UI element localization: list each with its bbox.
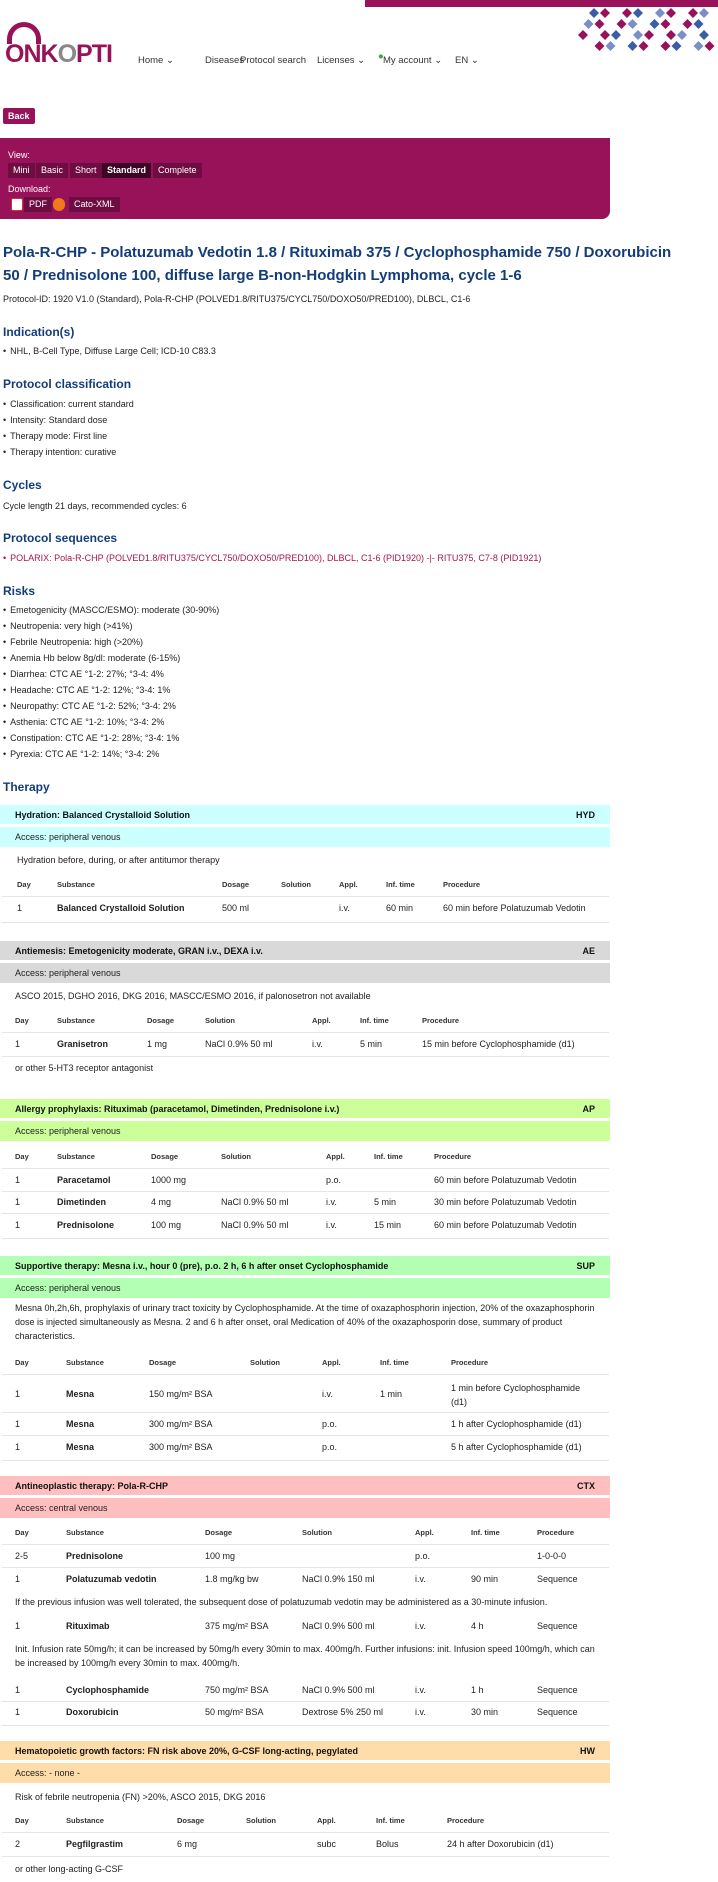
antineoplastic-block-header xyxy=(0,1476,610,1495)
sequence-link[interactable]: • POLARIX: Pola-R-CHP (POLVED1.8/RITU375/CYCL750/DOXO50/PRED100), DLBCL, C1-6 (PID1920) -|- RITU375, C7-8 (PID1921) xyxy=(3,553,541,563)
cell-dosage: 150 mg/m² BSA xyxy=(149,1389,213,1399)
risk-item: • Emetogenicity (MASCC/ESMO): moderate (30-90%) xyxy=(3,605,219,615)
col-dosage: Dosage xyxy=(205,1528,233,1537)
col-appl: Appl. xyxy=(339,880,358,889)
block-code: AP xyxy=(582,1104,595,1114)
pattern-diamond xyxy=(628,19,638,29)
cell-substance: Prednisolone xyxy=(66,1551,124,1561)
allergy-access: Access: peripheral venous xyxy=(0,1121,610,1141)
cell-procedure: Sequence xyxy=(537,1707,578,1717)
cell-dosage: 300 mg/m² BSA xyxy=(149,1442,213,1452)
pattern-diamond xyxy=(661,19,671,29)
cell-dosage: 500 ml xyxy=(222,903,250,913)
block-title: Hematopoietic growth factors: FN risk above 20%, G-CSF long-acting, pegylated xyxy=(15,1746,359,1756)
pattern-diamond xyxy=(589,8,599,18)
col-inf: Inf. time xyxy=(386,880,415,889)
cell-substance: Dimetinden xyxy=(57,1197,107,1207)
cell-procedure: 60 min before Polatuzumab Vedotin xyxy=(434,1220,577,1230)
cell-inf: 5 min xyxy=(360,1039,383,1049)
cell-dosage: 100 mg xyxy=(205,1551,236,1561)
cell-inf: 30 min xyxy=(471,1707,499,1717)
cycles-text: Cycle length 21 days, recommended cycles: 6 xyxy=(3,501,187,511)
cell-day: 1 xyxy=(15,1039,21,1049)
cell-dosage: 6 mg xyxy=(177,1839,198,1849)
divider xyxy=(2,1191,609,1192)
divider xyxy=(2,1856,609,1857)
nav-diseases[interactable]: Diseases xyxy=(205,55,245,66)
cell-solution: NaCl 0.9% 150 ml xyxy=(302,1574,375,1584)
cell-solution: NaCl 0.9% 500 ml xyxy=(302,1685,375,1695)
divider xyxy=(2,1032,609,1033)
cell-day: 1 xyxy=(15,1574,21,1584)
cell-appl: subc xyxy=(317,1839,337,1849)
cell-substance: Granisetron xyxy=(57,1039,109,1049)
divider xyxy=(2,1213,609,1214)
hydration-block-header xyxy=(0,805,610,824)
cell-procedure: Sequence xyxy=(537,1685,578,1695)
cell-day: 1 xyxy=(15,1419,21,1429)
cell-solution: Dextrose 5% 250 ml xyxy=(302,1707,384,1717)
col-day: Day xyxy=(15,1816,29,1825)
cell-solution: NaCl 0.9% 50 ml xyxy=(221,1220,289,1230)
block-title: Allergy prophylaxis: Rituximab (paracetamol, Dimetinden, Prednisolone i.v.) xyxy=(15,1104,340,1114)
col-dosage: Dosage xyxy=(222,880,250,889)
col-substance: Substance xyxy=(57,1152,95,1161)
block-code: CTX xyxy=(577,1481,595,1491)
cell-dosage: 1000 mg xyxy=(151,1175,187,1185)
block-title: Hydration: Balanced Crystalloid Solution xyxy=(15,810,191,820)
pattern-diamond xyxy=(606,41,616,51)
block-code: AE xyxy=(582,946,595,956)
col-inf: Inf. time xyxy=(471,1528,500,1537)
cell-appl: p.o. xyxy=(326,1175,342,1185)
cell-procedure: 30 min before Polatuzumab Vedotin xyxy=(434,1197,577,1207)
risks-heading: Risks xyxy=(3,584,36,598)
cell-day: 1 xyxy=(15,1685,21,1695)
pattern-diamond xyxy=(611,30,621,40)
download-pdf-button[interactable]: PDF xyxy=(24,197,52,212)
divider xyxy=(2,1412,609,1413)
col-inf: Inf. time xyxy=(376,1816,405,1825)
cell-procedure: Sequence xyxy=(537,1621,578,1631)
cell-dosage: 100 mg xyxy=(151,1220,182,1230)
cell-substance: Pegfilgrastim xyxy=(66,1839,124,1849)
cell-appl: i.v. xyxy=(415,1574,426,1584)
cell-appl: i.v. xyxy=(339,903,350,913)
col-solution: Solution xyxy=(250,1358,280,1367)
cell-appl: i.v. xyxy=(415,1621,426,1631)
nav-home[interactable]: Home ⌄ xyxy=(138,55,174,66)
download-xml-button[interactable]: Cato-XML xyxy=(69,197,120,212)
pattern-diamond xyxy=(617,19,627,29)
indication-item: • NHL, B-Cell Type, Diffuse Large Cell; ICD-10 C83.3 xyxy=(3,346,216,356)
pattern-diamond xyxy=(600,30,610,40)
classification-item: • Classification: current standard xyxy=(3,399,134,409)
col-substance: Substance xyxy=(66,1816,104,1825)
col-appl: Appl. xyxy=(322,1358,341,1367)
cell-day: 1 xyxy=(15,1707,21,1717)
block-code: HW xyxy=(580,1746,595,1756)
logo-wordmark: ONKOPTI xyxy=(5,40,112,68)
nav-protocol-search[interactable]: Protocol search xyxy=(240,55,307,66)
cell-substance: Cyclophosphamide xyxy=(66,1685,150,1695)
col-dosage: Dosage xyxy=(177,1816,205,1825)
col-solution: Solution xyxy=(281,880,311,889)
hydration-note: Hydration before, during, or after antitumor therapy xyxy=(17,855,220,865)
pattern-diamond xyxy=(650,19,660,29)
classification-heading: Protocol classification xyxy=(3,377,132,391)
col-inf: Inf. time xyxy=(380,1358,409,1367)
pattern-diamond xyxy=(661,41,671,51)
cell-appl: i.v. xyxy=(312,1039,323,1049)
col-day: Day xyxy=(17,880,31,889)
cell-substance: Doxorubicin xyxy=(66,1707,119,1717)
col-appl: Appl. xyxy=(317,1816,336,1825)
pattern-diamond xyxy=(694,19,704,29)
divider xyxy=(2,1701,609,1702)
divider xyxy=(2,1832,609,1833)
col-procedure: Procedure xyxy=(434,1152,472,1161)
allergy-block-header xyxy=(0,1099,610,1118)
cell-inf: 60 min xyxy=(386,903,414,913)
cell-day: 2 xyxy=(15,1839,21,1849)
supportive-block-header xyxy=(0,1256,610,1275)
risk-item: • Anemia Hb below 8g/dl: moderate (6-15%) xyxy=(3,653,180,663)
cell-procedure: 24 h after Doxorubicin (d1) xyxy=(447,1839,554,1849)
pattern-diamond xyxy=(694,41,704,51)
protocol-id: Protocol-ID: 1920 V1.0 (Standard), Pola-R-CHP (POLVED1.8/RITU375/CYCL750/DOXO50/PRED100), DLBCL, C1-6 xyxy=(3,294,471,304)
view-short-button[interactable]: Short xyxy=(70,163,102,178)
supportive-access: Access: peripheral venous xyxy=(0,1278,610,1298)
risk-item: • Febrile Neutropenia: high (>20%) xyxy=(3,637,143,647)
cell-inf: Bolus xyxy=(376,1839,399,1849)
risk-item: • Neutropenia: very high (>41%) xyxy=(3,621,132,631)
cell-procedure: 1 min before Cyclophosphamide (d1) xyxy=(451,1383,581,1407)
divider xyxy=(2,1725,609,1726)
divider xyxy=(2,1168,609,1169)
cell-procedure: 60 min before Polatuzumab Vedotin xyxy=(443,903,586,913)
cell-procedure: 15 min before Cyclophosphamide (d1) xyxy=(422,1039,575,1049)
cell-dosage: 4 mg xyxy=(151,1197,172,1207)
divider xyxy=(2,896,609,897)
block-code: HYD xyxy=(575,810,595,820)
col-procedure: Procedure xyxy=(537,1528,575,1537)
growth-factor-access: Access: - none - xyxy=(0,1763,610,1783)
col-procedure: Procedure xyxy=(451,1358,489,1367)
cell-day: 1 xyxy=(15,1197,21,1207)
col-dosage: Dosage xyxy=(151,1152,179,1161)
cell-day: 1 xyxy=(15,1621,21,1631)
col-appl: Appl. xyxy=(415,1528,434,1537)
divider xyxy=(2,922,609,923)
col-substance: Substance xyxy=(57,1016,95,1025)
risk-item: • Asthenia: CTC AE °1-2: 10%; °3-4: 2% xyxy=(3,717,164,727)
antiemesis-block-header xyxy=(0,941,610,960)
cell-dosage: 1.8 mg/kg bw xyxy=(205,1574,259,1584)
growth-factor-note: Risk of febrile neutropenia (FN) >20%, ASCO 2015, DKG 2016 xyxy=(15,1792,266,1802)
protocol-title-line1: Pola-R-CHP - Polatuzumab Vedotin 1.8 / Rituximab 375 / Cyclophosphamide 750 / Doxorubicin xyxy=(3,244,672,261)
cell-procedure: 1 h after Cyclophosphamide (d1) xyxy=(451,1419,582,1429)
block-title: Antiemesis: Emetogenicity moderate, GRAN i.v., DEXA i.v. xyxy=(15,946,263,956)
risk-item: • Neuropathy: CTC AE °1-2: 52%; °3-4: 2% xyxy=(3,701,176,711)
cell-dosage: 375 mg/m² BSA xyxy=(205,1621,269,1631)
cell-dosage: 300 mg/m² BSA xyxy=(149,1419,213,1429)
block-title: Supportive therapy: Mesna i.v., hour 0 (pre), p.o. 2 h, 6 h after onset Cyclophosphamide xyxy=(15,1261,389,1271)
col-procedure: Procedure xyxy=(422,1016,460,1025)
xml-icon xyxy=(53,198,65,211)
divider xyxy=(2,1056,609,1057)
cell-dosage: 50 mg/m² BSA xyxy=(205,1707,264,1717)
col-substance: Substance xyxy=(57,880,95,889)
cell-solution: NaCl 0.9% 50 ml xyxy=(205,1039,273,1049)
cell-appl: i.v. xyxy=(326,1220,337,1230)
col-solution: Solution xyxy=(246,1816,276,1825)
cell-day: 1 xyxy=(15,1389,21,1399)
cell-substance: Mesna xyxy=(66,1442,95,1452)
pattern-diamond xyxy=(699,30,709,40)
account-status-dot: ● xyxy=(378,51,384,62)
cycles-heading: Cycles xyxy=(3,478,42,492)
protocol-title-line2: 50 / Prednisolone 100, diffuse large B-non-Hodgkin Lymphoma, cycle 1-6 xyxy=(3,267,522,284)
pattern-diamond xyxy=(633,30,643,40)
cell-appl: i.v. xyxy=(326,1197,337,1207)
view-basic-button[interactable]: Basic xyxy=(36,163,68,178)
divider xyxy=(2,1544,609,1545)
divider xyxy=(2,1238,609,1239)
divider xyxy=(2,1435,609,1436)
cell-procedure: Sequence xyxy=(537,1574,578,1584)
classification-item: • Therapy mode: First line xyxy=(3,431,107,441)
col-dosage: Dosage xyxy=(147,1016,175,1025)
pattern-diamond xyxy=(666,8,676,18)
cell-procedure: 1-0-0-0 xyxy=(537,1551,567,1561)
cell-substance: Mesna xyxy=(66,1419,95,1429)
col-appl: Appl. xyxy=(326,1152,345,1161)
cell-appl: i.v. xyxy=(415,1685,426,1695)
onkopti-logo[interactable] xyxy=(5,22,115,66)
cell-substance: Prednisolone xyxy=(57,1220,115,1230)
col-substance: Substance xyxy=(66,1528,104,1537)
therapy-heading: Therapy xyxy=(3,780,50,794)
col-day: Day xyxy=(15,1152,29,1161)
cell-inf: 15 min xyxy=(374,1220,402,1230)
view-complete-button[interactable]: Complete xyxy=(153,163,202,178)
top-accent-bar xyxy=(365,0,718,7)
growth-factor-block-header xyxy=(0,1741,610,1760)
nav-my-account[interactable]: My account ⌄ xyxy=(383,55,443,66)
view-mini-button[interactable]: Mini xyxy=(8,163,35,178)
cell-inf: 5 min xyxy=(374,1197,397,1207)
cell-substance: Polatuzumab vedotin xyxy=(66,1574,157,1584)
pattern-diamond xyxy=(699,8,709,18)
col-appl: Appl. xyxy=(312,1016,331,1025)
rituximab-note: Init. Infusion rate 50mg/h; it can be increased by 50mg/h every 30min to max. 400mg/h. Further infusions: init. Infusion speed 100mg/h, which can be increased by 100mg/h every 30min to max. 400mg/h. xyxy=(15,1644,595,1668)
pdf-icon xyxy=(11,198,23,211)
antiemesis-note: ASCO 2015, DGHO 2016, DKG 2016, MASCC/ESMO 2016, if palonosetron not available xyxy=(15,991,371,1001)
divider xyxy=(2,1374,609,1375)
pattern-diamond xyxy=(644,30,654,40)
antineoplastic-access: Access: central venous xyxy=(0,1498,610,1518)
pattern-diamond xyxy=(677,30,687,40)
antiemesis-footnote: or other 5-HT3 receptor antagonist xyxy=(15,1063,154,1073)
pattern-diamond xyxy=(584,19,594,29)
cell-day: 1 xyxy=(15,1220,21,1230)
classification-item: • Intensity: Standard dose xyxy=(3,415,107,425)
risk-item: • Headache: CTC AE °1-2: 12%; °3-4: 1% xyxy=(3,685,170,695)
back-button[interactable]: Back xyxy=(3,108,35,124)
pattern-diamond xyxy=(600,8,610,18)
cell-appl: p.o. xyxy=(322,1419,338,1429)
pattern-diamond xyxy=(595,19,605,29)
col-substance: Substance xyxy=(66,1358,104,1367)
hydration-access: Access: peripheral venous xyxy=(0,827,610,847)
download-label: Download: xyxy=(8,184,51,194)
polatuzumab-note: If the previous infusion was well tolerated, the subsequent dose of polatuzumab vedotin may be administered as a 30-minute infusion. xyxy=(15,1597,548,1607)
pattern-diamond xyxy=(666,30,676,40)
col-inf: Inf. time xyxy=(374,1152,403,1161)
indications-heading: Indication(s) xyxy=(3,325,75,339)
cell-solution: NaCl 0.9% 500 ml xyxy=(302,1621,375,1631)
cell-dosage: 750 mg/m² BSA xyxy=(205,1685,269,1695)
block-code: SUP xyxy=(576,1261,595,1271)
risk-item: • Pyrexia: CTC AE °1-2: 14%; °3-4: 2% xyxy=(3,749,159,759)
divider xyxy=(2,1460,609,1461)
pattern-diamond xyxy=(688,8,698,18)
cell-substance: Rituximab xyxy=(66,1621,110,1631)
cell-day: 1 xyxy=(17,903,23,913)
cell-appl: i.v. xyxy=(322,1389,333,1399)
view-standard-button[interactable]: Standard xyxy=(102,163,151,178)
col-solution: Solution xyxy=(221,1152,251,1161)
view-label: View: xyxy=(8,150,30,160)
col-day: Day xyxy=(15,1528,29,1537)
col-dosage: Dosage xyxy=(149,1358,177,1367)
col-day: Day xyxy=(15,1358,29,1367)
cell-appl: p.o. xyxy=(322,1442,338,1452)
risk-item: • Constipation: CTC AE °1-2: 28%; °3-4: 1% xyxy=(3,733,179,743)
col-procedure: Procedure xyxy=(443,880,481,889)
col-day: Day xyxy=(15,1016,29,1025)
pattern-diamond xyxy=(639,41,649,51)
cell-day: 1 xyxy=(15,1442,21,1452)
cell-dosage: 1 mg xyxy=(147,1039,168,1049)
block-title: Antineoplastic therapy: Pola-R-CHP xyxy=(15,1481,169,1491)
cell-substance: Balanced Crystalloid Solution xyxy=(57,903,185,913)
cell-inf: 90 min xyxy=(471,1574,499,1584)
pattern-diamond xyxy=(683,19,693,29)
cell-substance: Paracetamol xyxy=(57,1175,111,1185)
pattern-diamond xyxy=(622,8,632,18)
growth-factor-footnote: or other long-acting G-CSF xyxy=(15,1864,124,1874)
cell-procedure: 5 h after Cyclophosphamide (d1) xyxy=(451,1442,582,1452)
nav-language[interactable]: EN ⌄ xyxy=(455,55,479,66)
cell-solution: NaCl 0.9% 50 ml xyxy=(221,1197,289,1207)
col-solution: Solution xyxy=(302,1528,332,1537)
cell-substance: Mesna xyxy=(66,1389,95,1399)
nav-licenses[interactable]: Licenses ⌄ xyxy=(317,55,366,66)
cell-inf: 1 min xyxy=(380,1389,403,1399)
pattern-diamond xyxy=(655,8,665,18)
risk-item: • Diarrhea: CTC AE °1-2: 27%; °3-4: 4% xyxy=(3,669,164,679)
cell-appl: i.v. xyxy=(415,1707,426,1717)
sequences-heading: Protocol sequences xyxy=(3,531,118,545)
pattern-diamond xyxy=(628,41,638,51)
pattern-diamond xyxy=(578,30,588,40)
cell-day: 1 xyxy=(15,1175,21,1185)
col-inf: Inf. time xyxy=(360,1016,389,1025)
cell-appl: p.o. xyxy=(415,1551,431,1561)
antiemesis-access: Access: peripheral venous xyxy=(0,963,610,983)
logo-diamond-pattern xyxy=(577,7,718,57)
divider xyxy=(2,1567,609,1568)
pattern-diamond xyxy=(705,41,715,51)
pattern-diamond xyxy=(633,8,643,18)
classification-item: • Therapy intention: curative xyxy=(3,447,116,457)
cell-inf: 4 h xyxy=(471,1621,484,1631)
cell-day: 2-5 xyxy=(15,1551,29,1561)
cell-inf: 1 h xyxy=(471,1685,484,1695)
pattern-diamond xyxy=(595,41,605,51)
cell-procedure: 60 min before Polatuzumab Vedotin xyxy=(434,1175,577,1185)
pattern-diamond xyxy=(672,41,682,51)
supportive-note: Mesna 0h,2h,6h, prophylaxis of urinary tract toxicity by Cyclophosphamide. At the time of oxazaphosphorin injection, 20% of the oxazaphosphorin dose is injected simultaneously as Mesna. 2 and 6 h after onset, oral Medication of 40% of the oxazaphosporin dose, summary of product characteristics. xyxy=(15,1303,595,1341)
col-procedure: Procedure xyxy=(447,1816,485,1825)
col-solution: Solution xyxy=(205,1016,235,1025)
